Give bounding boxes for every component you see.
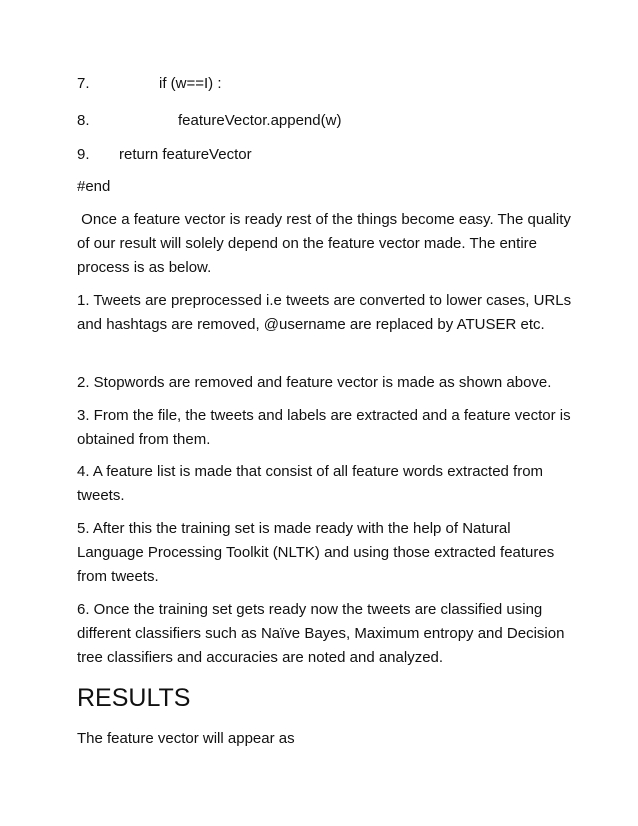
- intro-paragraph: Once a feature vector is ready rest of the things become easy. The quality of our result will solely depend on the feature vector made. The entire process is as below.: [77, 211, 576, 276]
- line-number: 9.: [77, 146, 90, 163]
- step-4: 4. A feature list is made that consist of all feature words extracted from tweets.: [77, 463, 544, 504]
- step-1: 1. Tweets are preprocessed i.e tweets are converted to lower cases, URLs and hashtags are removed, @username are replaced by ATUSER etc.: [77, 292, 572, 333]
- line-number: 7.: [77, 75, 90, 92]
- end-marker: #end: [77, 178, 111, 195]
- line-number: 8.: [77, 112, 90, 129]
- code-text: if (w==I) :: [159, 75, 222, 92]
- code-text: featureVector.append(w): [178, 112, 342, 129]
- closing-line: The feature vector will appear as: [77, 730, 295, 747]
- step-2: 2. Stopwords are removed and feature vector is made as shown above.: [77, 374, 552, 391]
- step-3: 3. From the file, the tweets and labels are extracted and a feature vector is obtained from them.: [77, 407, 571, 448]
- step-6: 6. Once the training set gets ready now the tweets are classified using different classifiers such as Naïve Bayes, Maximum entropy and Decision tree classifiers and accuracies are noted and analyzed.: [77, 601, 565, 666]
- code-text: return featureVector: [119, 146, 252, 163]
- results-heading: RESULTS: [77, 684, 191, 712]
- step-5: 5. After this the training set is made ready with the help of Natural Language Processing Toolkit (NLTK) and using those extracted features from tweets.: [77, 520, 555, 585]
